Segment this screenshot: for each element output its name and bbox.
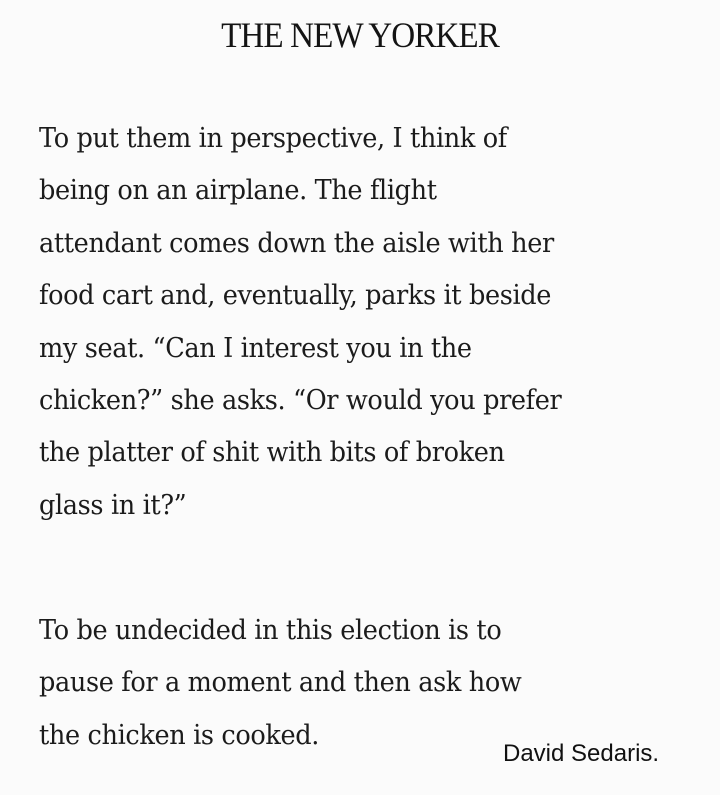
masthead-title: THE NEW YORKER [221,15,499,55]
quote-line: To be undecided in this election is to [39,614,502,646]
quote-line: To put them in perspective, I think of [39,122,507,154]
quote-line: glass in it?” [39,488,187,521]
quote-line: my seat. “Can I interest you in the [39,331,472,364]
quote-line: the chicken is cooked. [39,718,320,751]
quote-line: food cart and, eventually, parks it beside [39,279,552,312]
quote-line: pause for a moment and then ask how [39,666,522,699]
author-attribution: David Sedaris. [503,740,660,767]
quote-line: attendant comes down the aisle with her [39,226,554,259]
quote-line: chicken?” she asks. “Or would you prefer [39,383,562,416]
quote-paragraph-2 [39,604,699,761]
quote-line: the platter of shit with bits of broken [39,436,505,469]
quote-paragraph-1 [39,112,699,531]
quote-line: being on an airplane. The flight [39,174,437,207]
